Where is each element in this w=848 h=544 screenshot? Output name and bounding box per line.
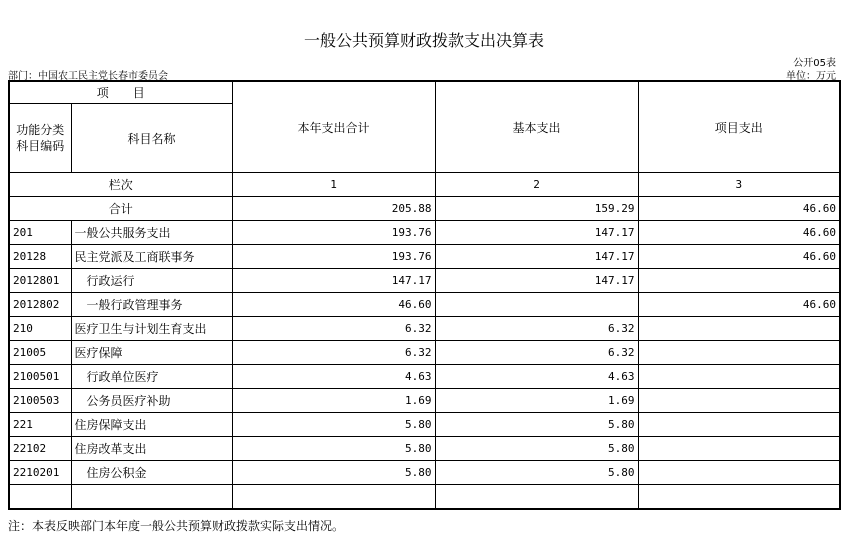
empty-row: [9, 485, 840, 510]
row-name: 一般公共服务支出: [71, 221, 232, 245]
row-code: 2100501: [9, 365, 71, 389]
row-total: 5.80: [232, 413, 435, 437]
row-project: [638, 269, 840, 293]
table-row: [9, 461, 840, 485]
row-basic: [435, 293, 638, 317]
header-item: 项 目: [9, 81, 232, 104]
row-basic: 5.80: [435, 461, 638, 485]
row-project: [638, 365, 840, 389]
total-basic: 159.29: [435, 197, 638, 221]
table-row: [9, 269, 840, 293]
col-no-1: 1: [232, 173, 435, 197]
row-name: 住房改革支出: [71, 437, 232, 461]
row-project: 46.60: [638, 245, 840, 269]
total-amount: 205.88: [232, 197, 435, 221]
row-code: 22102: [9, 437, 71, 461]
row-basic: 147.17: [435, 245, 638, 269]
table-row: [9, 293, 840, 317]
row-project: [638, 437, 840, 461]
row-basic: 5.80: [435, 437, 638, 461]
table-row: [9, 389, 840, 413]
lanci-row: [9, 173, 840, 197]
empty-cell: [638, 485, 840, 510]
row-code: 2210201: [9, 461, 71, 485]
row-project: 46.60: [638, 221, 840, 245]
header-basic: 基本支出: [435, 81, 638, 173]
row-basic: 6.32: [435, 341, 638, 365]
row-code: 2012801: [9, 269, 71, 293]
total-project: 46.60: [638, 197, 840, 221]
row-total: 147.17: [232, 269, 435, 293]
empty-cell: [71, 485, 232, 510]
col-no-2: 2: [435, 173, 638, 197]
department-label: 部门：中国农工民主党长春市委员会: [8, 71, 168, 82]
row-basic: 147.17: [435, 221, 638, 245]
row-name: 一般行政管理事务: [71, 293, 232, 317]
row-name: 医疗卫生与计划生育支出: [71, 317, 232, 341]
row-basic: 5.80: [435, 413, 638, 437]
row-project: [638, 413, 840, 437]
row-total: 1.69: [232, 389, 435, 413]
table-row: [9, 341, 840, 365]
row-total: 46.60: [232, 293, 435, 317]
header-subject-name: 科目名称: [71, 104, 232, 173]
unit-label: 单位：万元: [786, 71, 836, 82]
row-total: 5.80: [232, 461, 435, 485]
table-row: [9, 317, 840, 341]
row-basic: 4.63: [435, 365, 638, 389]
header-row-item: [9, 81, 840, 104]
footnote: 注：本表反映部门本年度一般公共预算财政拨款实际支出情况。: [8, 519, 345, 533]
row-name: 公务员医疗补助: [71, 389, 232, 413]
header-func-code: 功能分类 科目编码: [9, 104, 71, 173]
header-project: 项目支出: [638, 81, 840, 173]
row-basic: 147.17: [435, 269, 638, 293]
row-name: 住房公积金: [71, 461, 232, 485]
form-number: 公开05表: [793, 58, 836, 69]
row-total: 6.32: [232, 317, 435, 341]
row-total: 4.63: [232, 365, 435, 389]
row-code: 210: [9, 317, 71, 341]
row-code: 2100503: [9, 389, 71, 413]
row-name: 医疗保障: [71, 341, 232, 365]
table-row: [9, 221, 840, 245]
data-rows: [9, 221, 840, 485]
row-project: 46.60: [638, 293, 840, 317]
row-total: 193.76: [232, 221, 435, 245]
table-row: [9, 437, 840, 461]
row-project: [638, 461, 840, 485]
row-project: [638, 389, 840, 413]
row-total: 5.80: [232, 437, 435, 461]
row-basic: 6.32: [435, 317, 638, 341]
table-row: [9, 365, 840, 389]
table-row: [9, 245, 840, 269]
row-name: 行政单位医疗: [71, 365, 232, 389]
empty-cell: [9, 485, 71, 510]
row-project: [638, 317, 840, 341]
row-total: 6.32: [232, 341, 435, 365]
expenditure-table: [8, 80, 841, 510]
col-no-3: 3: [638, 173, 840, 197]
lanci-label: 栏次: [9, 173, 232, 197]
row-name: 民主党派及工商联事务: [71, 245, 232, 269]
header-total: 本年支出合计: [232, 81, 435, 173]
row-total: 193.76: [232, 245, 435, 269]
row-code: 221: [9, 413, 71, 437]
row-code: 201: [9, 221, 71, 245]
row-basic: 1.69: [435, 389, 638, 413]
row-name: 住房保障支出: [71, 413, 232, 437]
empty-cell: [435, 485, 638, 510]
table-title: 一般公共预算财政拨款支出决算表: [303, 31, 544, 50]
row-code: 2012802: [9, 293, 71, 317]
table-row: [9, 413, 840, 437]
row-code: 21005: [9, 341, 71, 365]
total-label: 合计: [9, 197, 232, 221]
row-code: 20128: [9, 245, 71, 269]
row-name: 行政运行: [71, 269, 232, 293]
total-row: [9, 197, 840, 221]
row-project: [638, 341, 840, 365]
empty-cell: [232, 485, 435, 510]
